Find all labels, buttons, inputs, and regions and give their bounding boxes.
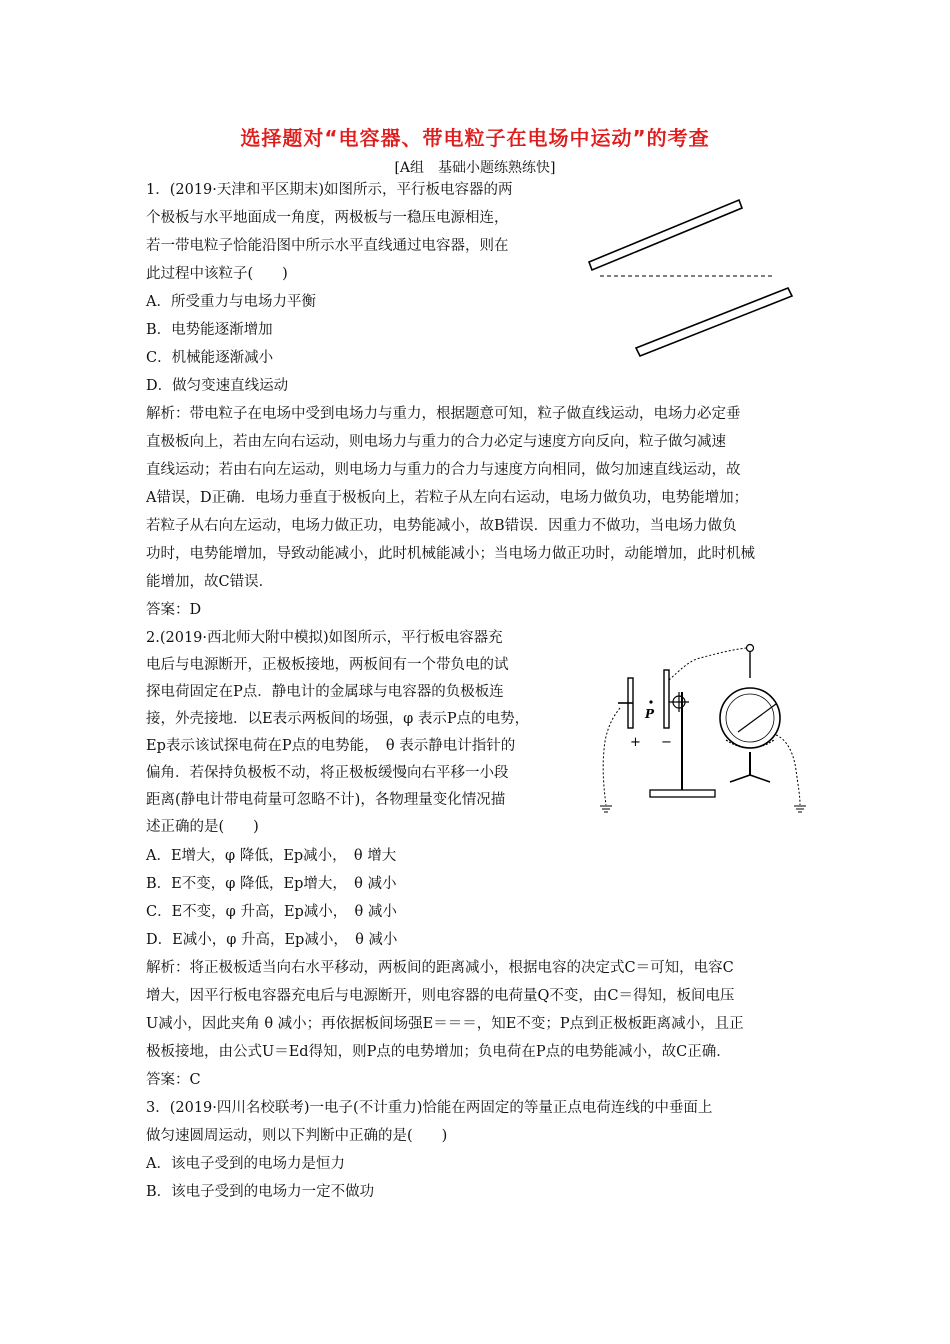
lower-plate [636,288,792,356]
upper-plate [589,200,742,270]
q2-option-b: B．E不变，φ 降低，Ep增大， θ 减小 [146,876,397,892]
q1-option-c: C．机械能逐渐减小 [146,350,274,366]
q1-option-d: D．做匀变速直线运动 [146,378,289,394]
q2-option-d: D．E减小，φ 升高，Ep减小， θ 减小 [146,932,398,948]
electrometer-ball [747,645,754,652]
q2-stem-line: 述正确的是( ) [146,819,259,835]
q2-stem-line: Ep表示该试探电荷在P点的电势能， θ 表示静电计指针的 [146,738,516,754]
section-subtitle: [A组 基础小题练熟练快] [394,160,556,176]
point-p-dot [649,700,652,703]
q2-stem-line: 电后与电源断开，正极板接地，两板间有一个带负电的试 [146,657,509,673]
q1-analysis-line: 功时，电势能增加，导致动能减小，此时机械能减小；当电场力做正功时，动能增加，此时机械 [146,546,755,562]
q1-option-b: B．电势能逐渐增加 [146,322,273,338]
q1-analysis-line: 若粒子从右向左运动，电场力做正功，电势能减小，故B错误．因重力不做功，当电场力做负 [146,518,737,534]
q1-analysis-line: 直极板向上，若由左向右运动，则电场力与重力的合力必定与速度方向反向，粒子做匀减速 [146,434,726,450]
q3-option-b: B．该电子受到的电场力一定不做功 [146,1184,375,1200]
q3-stem-line: 做匀速圆周运动，则以下判断中正确的是( ) [146,1128,448,1144]
q3-option-a: A．该电子受到的电场力是恒力 [146,1156,345,1172]
q2-option-c: C．E不变，φ 升高，Ep减小， θ 减小 [146,904,397,920]
electrometer-feet [730,775,770,782]
q3-stem-line: 3．(2019·四川名校联考)一电子(不计重力)恰能在两固定的等量正点电荷连线的中垂面上 [146,1100,713,1116]
wire-to-electrometer [669,648,746,680]
point-p-label: P [645,707,655,721]
stand-base [650,790,715,797]
minus-sign-label: − [661,735,672,750]
q2-stem-line: 探电荷固定在P点．静电计的金属球与电容器的负极板连 [146,684,504,700]
q2-stem-line: 偏角．若保持负极板不动，将正极板缓慢向右平移一小段 [146,765,509,781]
q1-stem-line: 此过程中该粒子( ) [146,266,288,282]
page-title: 选择题对“电容器、带电粒子在电场中运动”的考查 [240,126,710,150]
electrometer-case [720,688,780,748]
ground-wire-left [603,708,620,805]
q2-option-a: A．E增大，φ 降低，Ep减小， θ 增大 [146,848,397,864]
q2-analysis-line: 极板接地，由公式U＝Ed得知，则P点的电势增加；负电荷在P点的电势能减小，故C正确． [146,1044,731,1060]
q2-stem-line: 距离(静电计带电荷量可忽略不计)，各物理量变化情况描 [146,792,506,808]
ground-symbol-left [600,806,612,812]
capacitor-plates-figure [580,190,800,365]
q1-analysis-line: 能增加，故C错误． [146,574,274,590]
q1-analysis-line: 解析：带电粒子在电场中受到电场力与重力，根据题意可知，粒子做直线运动，电场力必定垂 [146,406,741,422]
q1-analysis-line: 直线运动；若由右向左运动，则电场力与重力的合力与速度方向相同，做匀加速直线运动，故 [146,462,741,478]
q1-analysis-line: A错误，D正确．电场力垂直于极板向上，若粒子从左向右运动，电场力做负功，电势能增加； [146,490,749,506]
q1-stem-line: 1．(2019·天津和平区期末)如图所示，平行板电容器的两 [146,182,513,198]
q2-analysis-line: 解析：将正极板适当向右水平移动，两板间的距离减小，根据电容的决定式C＝可知，电容C [146,960,734,976]
ground-symbol-right [794,806,806,812]
q2-stem-line: 2.(2019·西北师大附中模拟)如图所示，平行板电容器充 [146,630,503,646]
q2-analysis-line: U减小，因此夹角 θ 减小；再依据板间场强E＝＝＝，知E不变；P点到正极板距离减小，且正 [146,1016,744,1032]
electrometer-circuit-figure [590,640,815,820]
q1-option-a: A．所受重力与电场力平衡 [146,294,316,310]
q2-analysis-line: 增大，因平行板电容器充电后与电源断开，则电容器的电荷量Q不变，由C＝得知，板间电压 [146,988,735,1004]
plus-sign-label: + [630,735,641,750]
q1-stem-line: 个极板与水平地面成一角度，两极板与一稳压电源相连， [146,210,509,226]
q1-answer: 答案：D [146,602,202,618]
q1-stem-line: 若一带电粒子恰能沿图中所示水平直线通过电容器，则在 [146,238,509,254]
ground-wire-right [776,735,800,805]
q2-answer: 答案：C [146,1072,201,1088]
negative-plate [664,670,669,728]
q2-stem-line: 接，外壳接地．以E表示两板间的场强，φ 表示P点的电势， [146,711,530,727]
